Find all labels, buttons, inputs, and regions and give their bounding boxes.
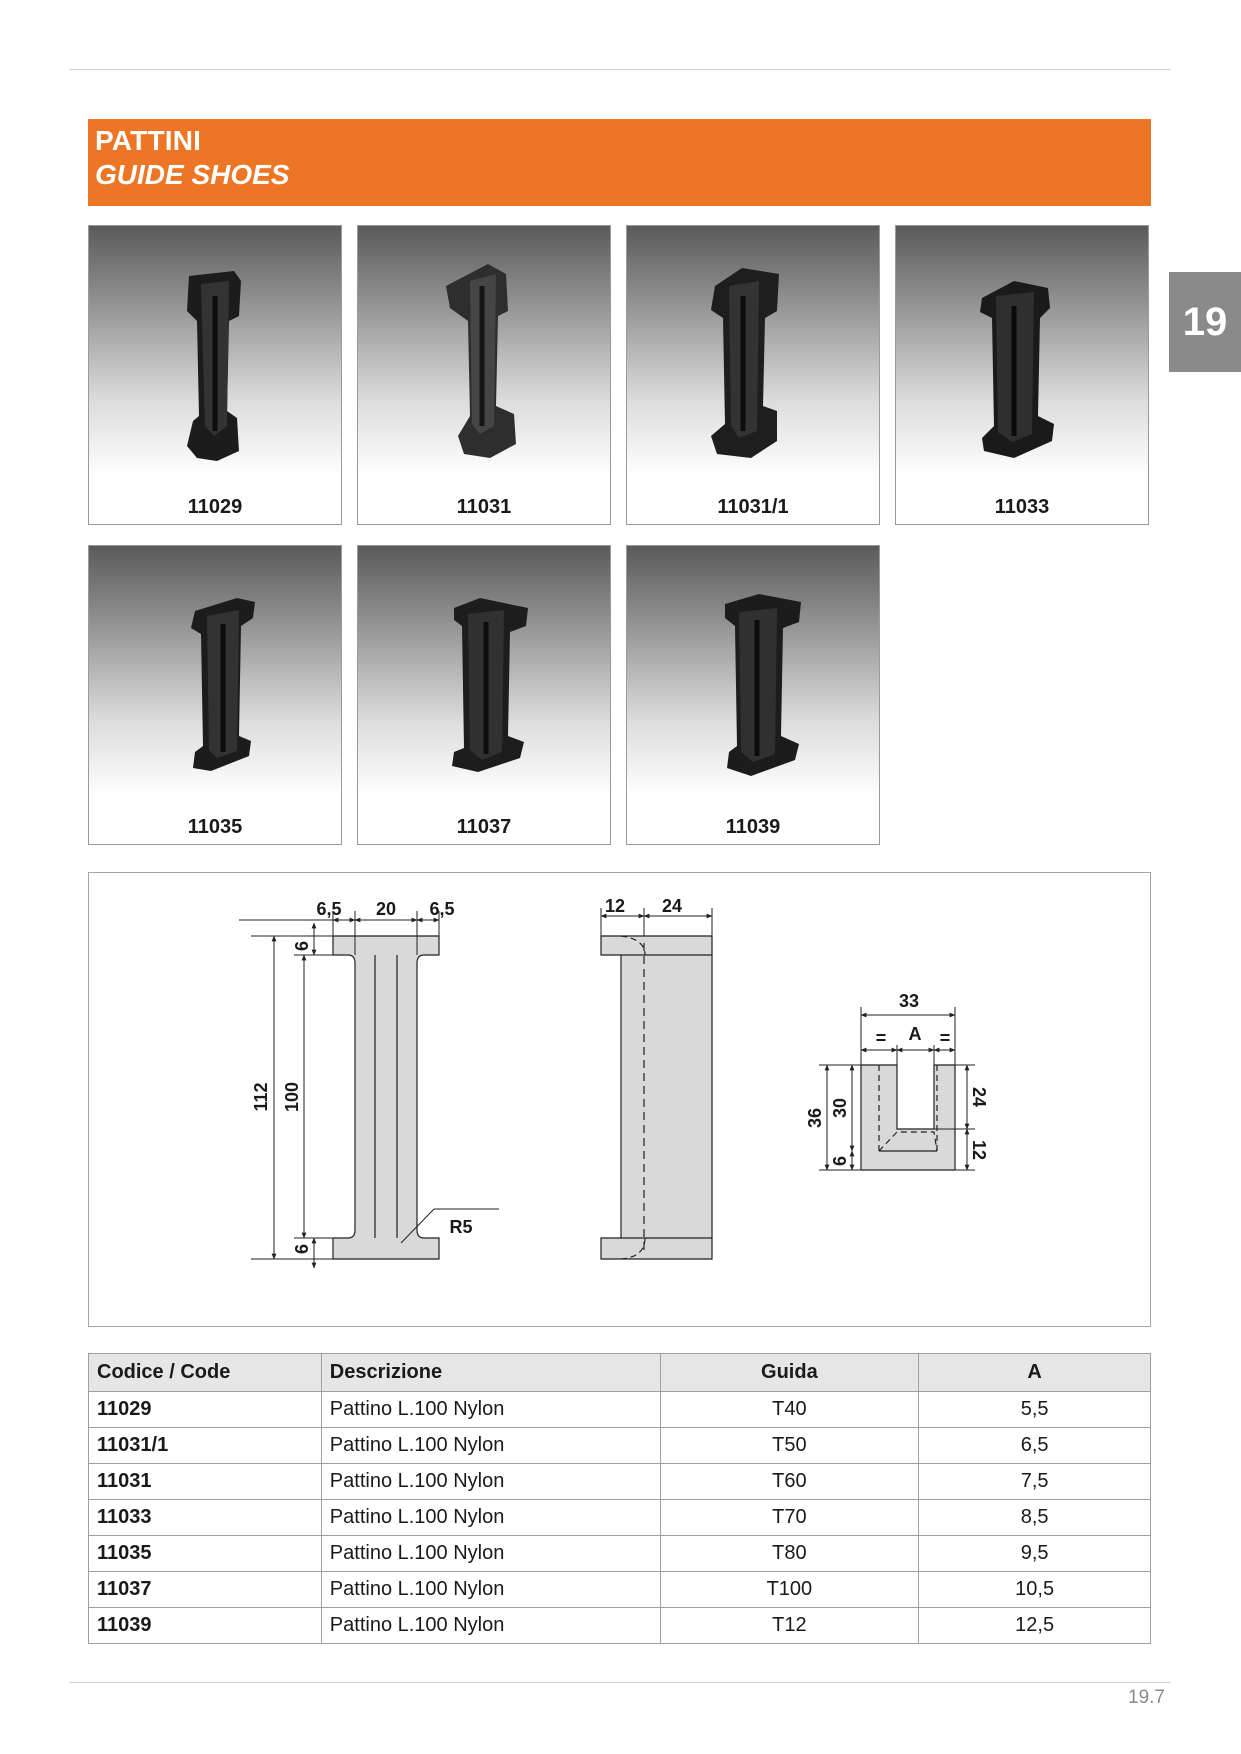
side-view	[601, 936, 712, 1259]
dim-total-height: 112	[251, 1082, 271, 1112]
product-code: 11029	[187, 496, 243, 518]
product-photo	[627, 226, 879, 476]
product-code: 11037	[456, 816, 512, 838]
header-guide: Guida	[660, 1354, 919, 1392]
product-card[interactable]	[895, 225, 1149, 525]
cell-a: 7,5	[919, 1464, 1151, 1500]
cell-a: 12,5	[919, 1608, 1151, 1644]
dim-right-flange: 6,5	[429, 899, 455, 919]
cell-guide: T40	[660, 1392, 919, 1428]
product-code: 11035	[187, 816, 243, 838]
drawing-canvas	[89, 873, 1152, 1328]
dim-top-flange: 6	[292, 940, 312, 952]
cell-description: Pattino L.100 Nylon	[321, 1392, 660, 1428]
bottom-rule	[70, 1682, 1170, 1683]
cell-a: 10,5	[919, 1572, 1151, 1608]
product-photo	[358, 226, 610, 476]
table-row	[89, 1500, 1151, 1536]
product-card[interactable]	[88, 225, 342, 525]
dim-section-upper: 24	[969, 1086, 989, 1108]
guide-shoe-image	[89, 546, 342, 796]
product-photo	[89, 226, 341, 476]
table-row	[89, 1608, 1151, 1644]
product-code: 11033	[994, 496, 1050, 518]
dim-side-a: 12	[604, 896, 626, 916]
technical-drawing	[88, 872, 1151, 1327]
header-a: A	[919, 1354, 1151, 1392]
dim-section-inner: 30	[830, 1097, 850, 1119]
cell-description: Pattino L.100 Nylon	[321, 1464, 660, 1500]
section-header	[88, 119, 1151, 206]
dim-radius: R5	[449, 1217, 473, 1237]
spec-table	[88, 1353, 1151, 1644]
dim-slot-a: A	[908, 1024, 922, 1044]
product-card[interactable]	[626, 225, 880, 525]
product-code: 11031/1	[717, 496, 789, 518]
cell-code: 11029	[89, 1392, 322, 1428]
cell-a: 8,5	[919, 1500, 1151, 1536]
guide-shoe-image	[896, 226, 1149, 476]
cell-a: 5,5	[919, 1392, 1151, 1428]
dim-section-base: 6	[830, 1155, 850, 1167]
product-card[interactable]	[88, 545, 342, 845]
front-view	[333, 936, 439, 1259]
table-header-row	[89, 1354, 1151, 1392]
cell-description: Pattino L.100 Nylon	[321, 1500, 660, 1536]
product-photo	[896, 226, 1148, 476]
cell-description: Pattino L.100 Nylon	[321, 1572, 660, 1608]
cell-code: 11037	[89, 1572, 322, 1608]
dim-bottom-flange: 6	[292, 1243, 312, 1255]
product-photo	[89, 546, 341, 796]
dim-left-flange: 6,5	[316, 899, 342, 919]
product-card[interactable]	[626, 545, 880, 845]
chapter-tab[interactable]: 19	[1169, 272, 1241, 372]
cell-a: 9,5	[919, 1536, 1151, 1572]
guide-shoe-image	[358, 226, 611, 476]
cell-guide: T50	[660, 1428, 919, 1464]
dim-web: 20	[375, 899, 397, 919]
section-title: PATTINI	[95, 125, 202, 156]
guide-shoe-image	[358, 546, 611, 796]
product-code: 11031	[456, 496, 512, 518]
dim-side-b: 24	[661, 896, 683, 916]
cell-description: Pattino L.100 Nylon	[321, 1608, 660, 1644]
product-code: 11039	[725, 816, 781, 838]
page-number: 19.7	[1128, 1687, 1165, 1708]
dim-section-height: 36	[805, 1107, 825, 1129]
dim-inner-height: 100	[282, 1081, 302, 1113]
cell-guide: T12	[660, 1608, 919, 1644]
dim-eq-right: =	[939, 1028, 951, 1048]
table-row	[89, 1464, 1151, 1500]
dim-section-width: 33	[898, 991, 920, 1011]
section-subtitle: GUIDE SHOES	[95, 159, 290, 190]
cell-guide: T80	[660, 1536, 919, 1572]
guide-shoe-image	[627, 546, 880, 796]
cell-guide: T70	[660, 1500, 919, 1536]
table-row	[89, 1536, 1151, 1572]
cell-code: 11035	[89, 1536, 322, 1572]
header-description: Descrizione	[321, 1354, 660, 1392]
cell-code: 11031/1	[89, 1428, 322, 1464]
cell-description: Pattino L.100 Nylon	[321, 1428, 660, 1464]
cell-guide: T100	[660, 1572, 919, 1608]
cell-guide: T60	[660, 1464, 919, 1500]
top-rule	[70, 69, 1170, 70]
product-photo	[358, 546, 610, 796]
guide-shoe-image	[627, 226, 880, 476]
cell-code: 11039	[89, 1608, 322, 1644]
header-code: Codice / Code	[89, 1354, 322, 1392]
dim-section-lower: 12	[969, 1139, 989, 1161]
table-row	[89, 1428, 1151, 1464]
table-row	[89, 1392, 1151, 1428]
section-view	[861, 1065, 955, 1170]
guide-shoe-image	[89, 226, 342, 476]
product-card[interactable]	[357, 225, 611, 525]
product-card[interactable]	[357, 545, 611, 845]
product-photo	[627, 546, 879, 796]
dim-eq-left: =	[875, 1028, 887, 1048]
table-row	[89, 1572, 1151, 1608]
cell-code: 11033	[89, 1500, 322, 1536]
cell-a: 6,5	[919, 1428, 1151, 1464]
cell-description: Pattino L.100 Nylon	[321, 1536, 660, 1572]
cell-code: 11031	[89, 1464, 322, 1500]
